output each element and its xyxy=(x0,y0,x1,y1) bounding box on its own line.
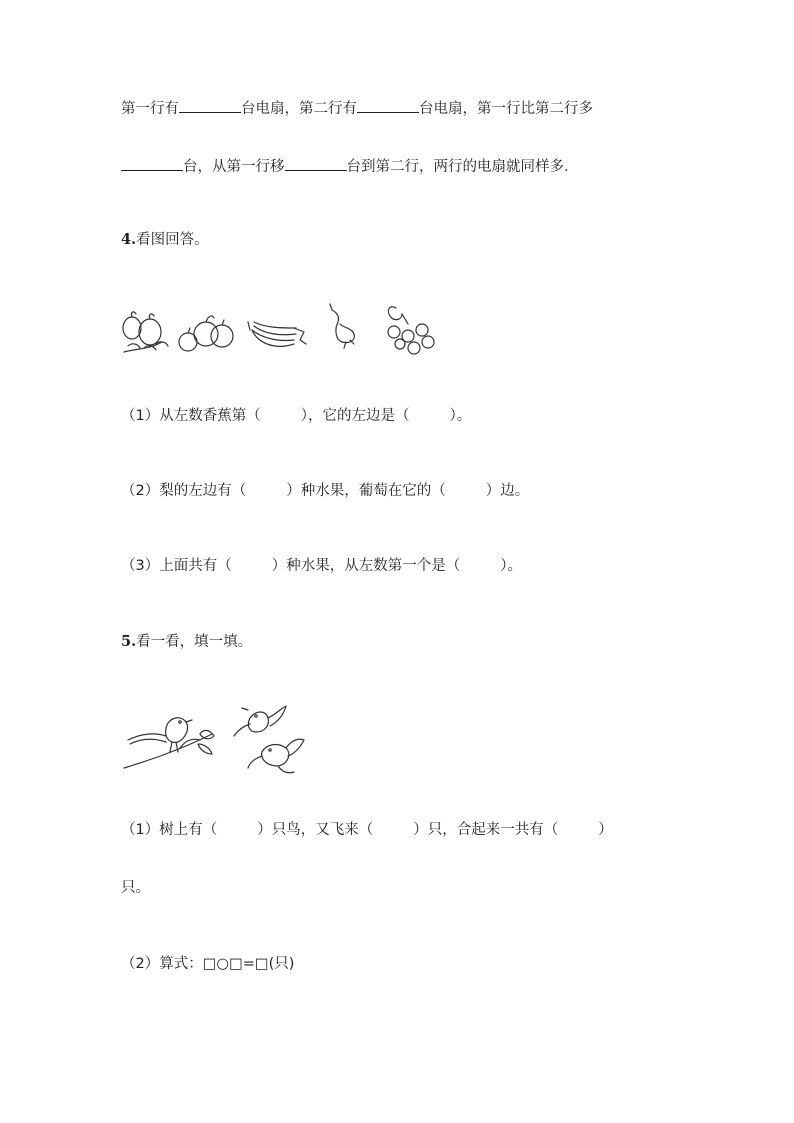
q4-sub-text: ）。 xyxy=(449,408,472,424)
q4-sub-3 xyxy=(121,556,522,576)
q5-sub-text: ）只，合起来一共有（ xyxy=(413,822,559,838)
q5-sub-1 xyxy=(121,820,613,840)
q4-sub-text: ），它的左边是（ xyxy=(300,408,410,424)
question-title: 看一看，填一填。 xyxy=(136,634,253,650)
peach-icon xyxy=(123,312,168,352)
question-title: 看图回答。 xyxy=(136,232,209,248)
q4-sub-text: ）。 xyxy=(500,558,522,574)
answer-blank[interactable] xyxy=(285,155,347,171)
q4-sub-text: （2）梨的左边有（ xyxy=(121,483,247,499)
q4-sub-text: ）种水果，从左数第一个是（ xyxy=(271,558,461,574)
pear-icon xyxy=(330,304,354,348)
q4-sub-text: ）边。 xyxy=(485,483,530,499)
q5-sub-text: ） xyxy=(598,822,613,838)
answer-blank[interactable] xyxy=(179,97,241,113)
q3-line-1 xyxy=(121,97,593,119)
q3-text: 台，从第一行移 xyxy=(183,159,285,175)
q3-line-2 xyxy=(121,155,569,177)
q4-sub-1 xyxy=(121,406,471,426)
q5-sub-text: ）只鸟，又飞来（ xyxy=(257,822,374,838)
q5-sub-2: （2）算式：□○□=□(只) xyxy=(121,956,295,972)
q3-text: 第一行有 xyxy=(121,101,179,117)
answer-blank[interactable] xyxy=(357,97,419,113)
q4-sub-text: （1）从左数香蕉第（ xyxy=(121,408,261,424)
grape-icon xyxy=(388,307,434,354)
q3-text: 台电扇，第二行有 xyxy=(241,101,357,117)
apple-icon xyxy=(179,316,233,351)
q5-sub-text: （1）树上有（ xyxy=(121,822,218,838)
q5-sub-1-continued: 只。 xyxy=(121,880,150,896)
birds-picture xyxy=(120,704,320,780)
q5-heading xyxy=(121,632,252,652)
q3-text: 台电扇，第一行比第二行多 xyxy=(419,101,593,117)
banana-icon xyxy=(248,322,306,346)
q4-sub-text: （3）上面共有（ xyxy=(121,558,232,574)
fruit-row-picture xyxy=(118,300,438,364)
q4-heading xyxy=(121,230,209,250)
answer-blank[interactable] xyxy=(121,155,183,171)
q4-sub-text: ）种水果，葡萄在它的（ xyxy=(286,483,446,499)
q4-sub-2 xyxy=(121,481,529,501)
flying-birds-icon xyxy=(234,706,304,773)
question-number: 5. xyxy=(121,633,137,650)
bird-on-branch-icon xyxy=(124,718,214,768)
q3-text: 台到第二行，两行的电扇就同样多. xyxy=(346,159,569,175)
question-number: 4. xyxy=(121,231,137,248)
